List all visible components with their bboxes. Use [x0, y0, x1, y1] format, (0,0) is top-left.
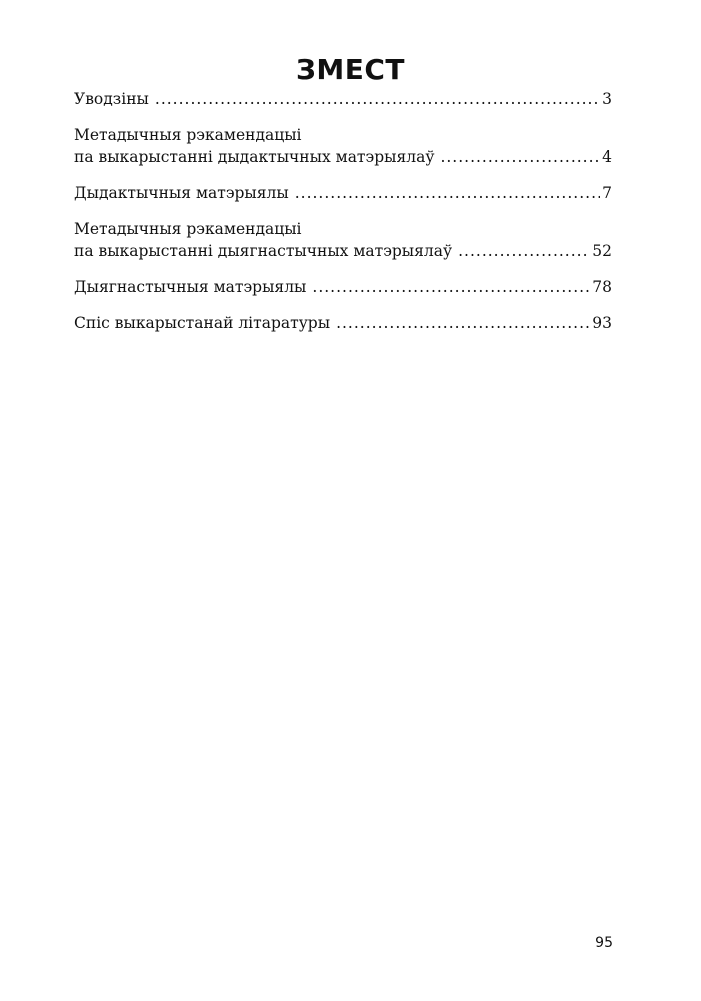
toc-entry-label: Дыягнастычныя матэрыялы [74, 278, 307, 296]
toc-entry-label-line1: Метадычныя рэкамендацыі [74, 126, 302, 144]
dot-leader [336, 312, 590, 334]
toc-entry-label-line1: Метадычныя рэкамендацыі [74, 220, 302, 238]
toc-page-number: 7 [602, 184, 612, 202]
toc-row [74, 88, 612, 110]
dot-leader [440, 146, 600, 168]
toc-page-number: 52 [592, 242, 612, 260]
toc-page-number: 4 [602, 148, 612, 166]
toc-row [74, 146, 612, 168]
toc-entry-label: Спіс выкарыстанай літаратуры [74, 314, 331, 332]
dot-leader [312, 276, 590, 298]
toc-row [74, 182, 612, 204]
toc-entry-diagnostic-recommendations[interactable] [74, 218, 612, 262]
toc-entry-label: Дыдактычныя матэрыялы [74, 184, 289, 202]
toc-entry-bibliography[interactable] [74, 312, 612, 334]
toc-page-number: 3 [602, 90, 612, 108]
toc-entry-diagnostic-materials[interactable] [74, 276, 612, 298]
dot-leader [458, 240, 590, 262]
toc-entry-label: Уводзіны [74, 90, 149, 108]
toc-entry-didactic-materials[interactable] [74, 182, 612, 204]
page-number: 95 [595, 935, 613, 951]
dot-leader [155, 88, 600, 110]
page-title: ЗМЕСТ [295, 53, 406, 86]
table-of-contents [74, 88, 612, 348]
toc-row [74, 276, 612, 298]
toc-row [74, 312, 612, 334]
dot-leader [295, 182, 600, 204]
toc-entry-introduction[interactable] [74, 88, 612, 110]
toc-entry-didactic-recommendations[interactable] [74, 124, 612, 168]
toc-entry-label: па выкарыстанні дыягнастычных матэрыялаў [74, 242, 453, 260]
toc-entry-label: па выкарыстанні дыдактычных матэрыялаў [74, 148, 435, 166]
toc-page-number: 93 [592, 314, 612, 332]
toc-row [74, 240, 612, 262]
toc-page-number: 78 [592, 278, 612, 296]
